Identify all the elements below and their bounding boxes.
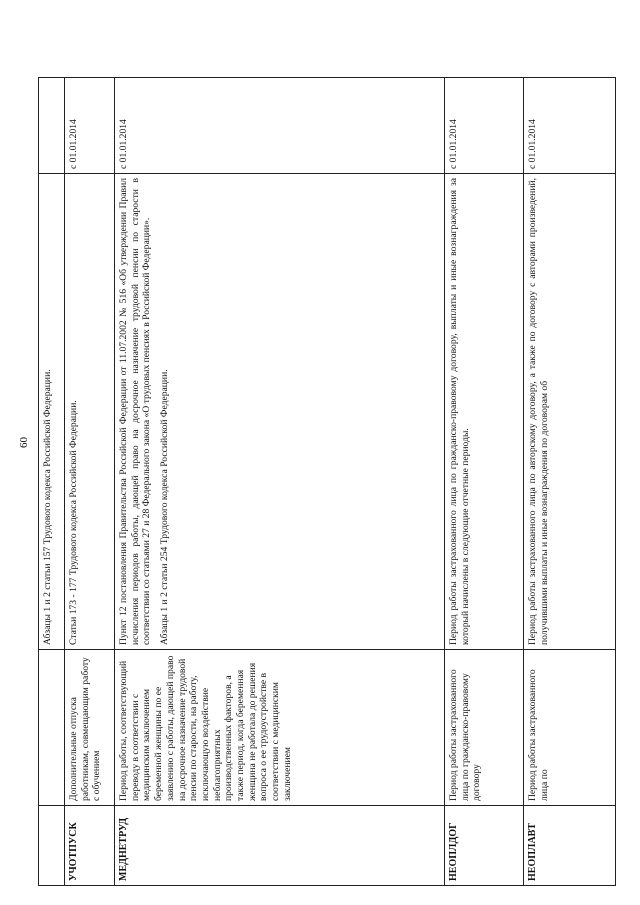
name-cell: Период работы застрахованного лица по [524, 650, 616, 806]
table-row [65, 78, 115, 886]
date-cell: с 01.01.2014 [445, 78, 524, 174]
name-cell: Период работы, соответствующий переводу в соответствии с медицинским заключением беременной женщины по ее заявлению с работы, дающей право на досрочное назначение трудовой пенсии по старости, на работу, исключающую воздействие неблагоприятных производственных факторов, а также период, когда беременная женщина не работала до решения вопроса о ее трудоустройстве в соответствии с медицинским заключением [115, 650, 445, 806]
name-cell: Дополнительные отпуска работникам, совмещающим работу с обучением [65, 650, 115, 806]
basis-cell [115, 174, 445, 650]
code-cell: НЕОПЛДОГ [445, 806, 524, 886]
basis-text: Абзацы 1 и 2 статьи 254 Трудового кодекса Российской Федерации. [159, 369, 171, 645]
date-cell: с 01.01.2014 [524, 78, 616, 174]
date-cell: с 01.01.2014 [115, 78, 445, 174]
name-cell: Период работы застрахованного лица по гражданско-правовому договору [445, 650, 524, 806]
basis-text: Пункт 12 постановления Правительства Российской Федерации от 11.07.2002 № 516 «Об утверждении Правил исчисления периодов работы, дающей право на досрочное назначение трудовой пенсии по старости в соответствии со статьями 27 и 28 Федерального закона «О трудовых пенсиях в Российской Федерации». [118, 178, 153, 645]
code-cell: УЧОТПУСК [65, 806, 115, 886]
basis-text: Статьи 173 - 177 Трудового кодекса Российской Федерации. [68, 400, 79, 645]
basis-cell [65, 174, 115, 650]
code-cell: МЕДНЕТРУД [115, 806, 445, 886]
date-cell: с 01.01.2014 [65, 78, 115, 174]
periods-table [38, 77, 616, 886]
code-cell [39, 806, 65, 886]
basis-text: Абзацы 1 и 2 статьи 157 Трудового кодекса Российской Федерации. [42, 369, 53, 645]
date-cell [39, 78, 65, 174]
code-cell: НЕОПЛАВТ [524, 806, 616, 886]
basis-cell [445, 174, 524, 650]
table-row [39, 78, 65, 886]
table-row [445, 78, 524, 886]
basis-text: Период работы застрахованного лица по авторскому договору, а также по договору с авторами произведений, получившими выплаты и иные вознаграждения по договорам об [527, 178, 550, 645]
rotated-table-wrapper [38, 78, 615, 886]
basis-cell [524, 174, 616, 650]
name-cell [39, 650, 65, 806]
table-row [115, 78, 445, 886]
table-row [524, 78, 616, 886]
basis-text: Период работы застрахованного лица по гражданско-правовому договору, выплаты и иные вознаграждения за который начислены в следующие отчетные периоды. [448, 178, 471, 645]
page-number: 60 [18, 437, 30, 448]
basis-cell [39, 174, 65, 650]
